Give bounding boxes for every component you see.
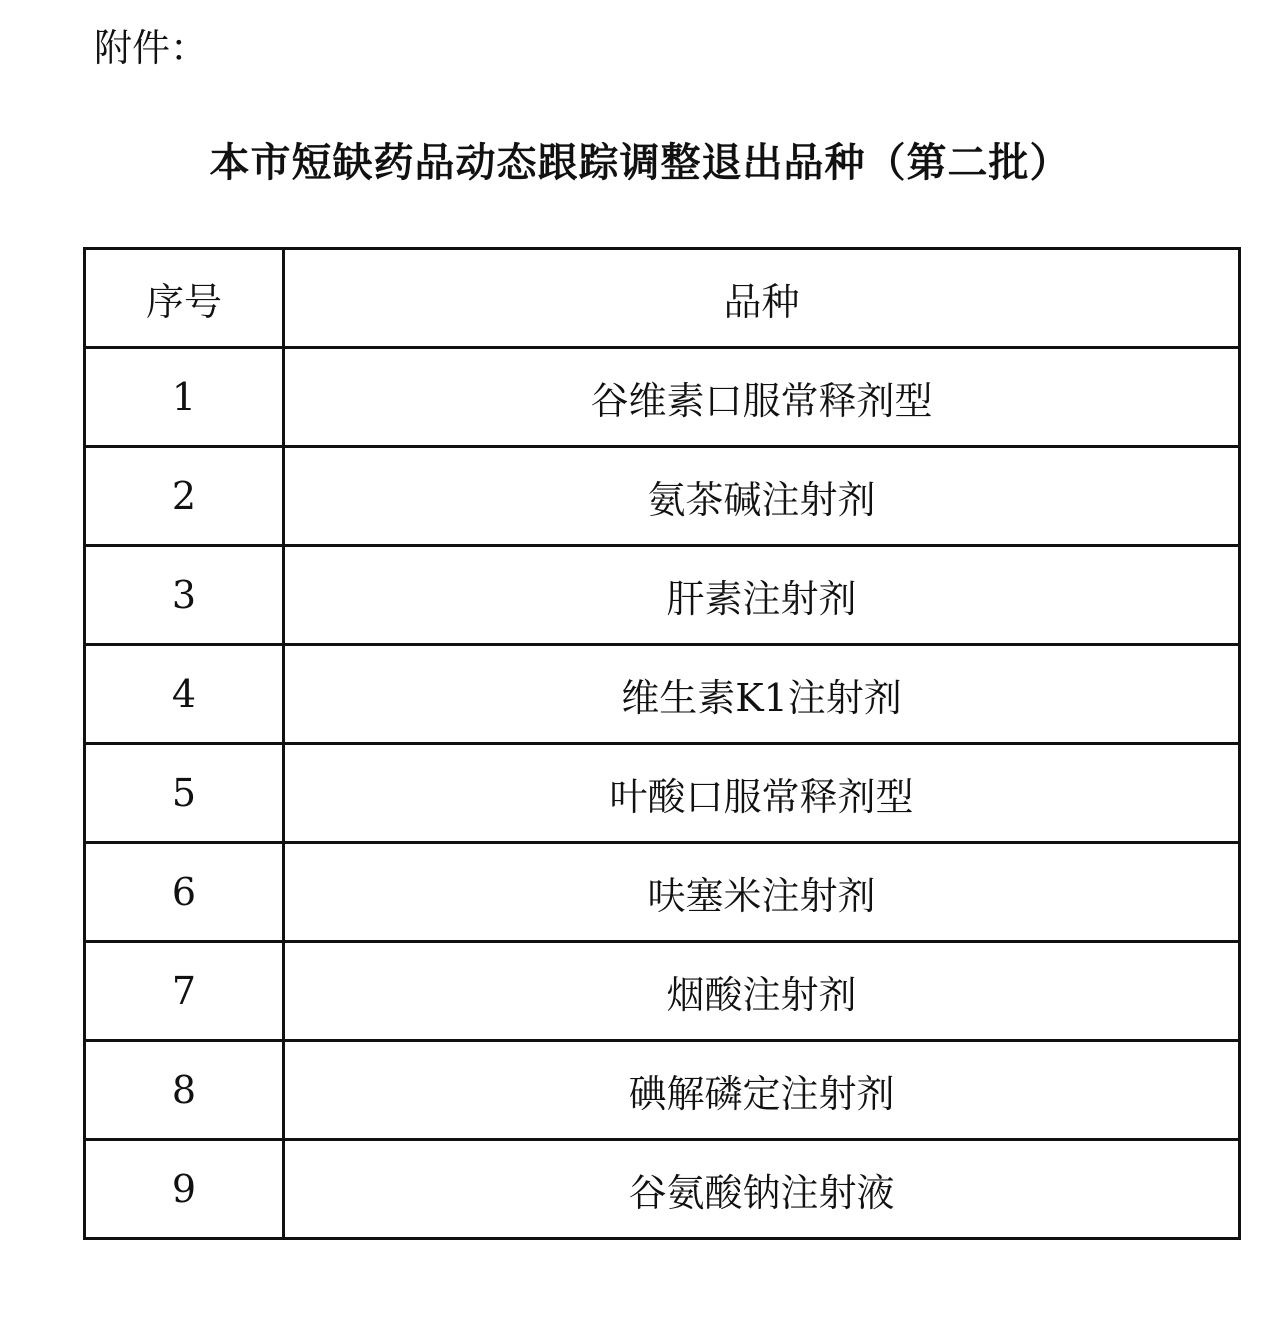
- row-drug-name: 谷氨酸钠注射液: [284, 1140, 1240, 1239]
- row-number: 5: [85, 744, 284, 843]
- table-row: [85, 546, 1240, 645]
- row-number: 8: [85, 1041, 284, 1140]
- row-number: 9: [85, 1140, 284, 1239]
- table-row: [85, 744, 1240, 843]
- row-drug-name: 维生素K1注射剂: [284, 645, 1240, 744]
- row-drug-name: 碘解磷定注射剂: [284, 1041, 1240, 1140]
- row-number: 6: [85, 843, 284, 942]
- table-row: [85, 645, 1240, 744]
- withdrawn-drugs-table: [83, 247, 1241, 1240]
- row-number: 4: [85, 645, 284, 744]
- table-row: [85, 447, 1240, 546]
- table-row: [85, 1140, 1240, 1239]
- row-number: 3: [85, 546, 284, 645]
- row-drug-name: 呋塞米注射剂: [284, 843, 1240, 942]
- row-drug-name: 烟酸注射剂: [284, 942, 1240, 1041]
- table-header-row: [85, 249, 1240, 348]
- table-row: [85, 843, 1240, 942]
- row-number: 2: [85, 447, 284, 546]
- document-title: 本市短缺药品动态跟踪调整退出品种（第二批）: [209, 140, 1071, 186]
- header-variety: 品种: [284, 249, 1240, 348]
- row-drug-name: 氨茶碱注射剂: [284, 447, 1240, 546]
- row-number: 1: [85, 348, 284, 447]
- row-drug-name: 叶酸口服常释剂型: [284, 744, 1240, 843]
- row-number: 7: [85, 942, 284, 1041]
- row-drug-name: 谷维素口服常释剂型: [284, 348, 1240, 447]
- table-row: [85, 1041, 1240, 1140]
- header-serial-number: 序号: [85, 249, 284, 348]
- attachment-label: 附件：: [94, 26, 209, 70]
- table-row: [85, 942, 1240, 1041]
- row-drug-name: 肝素注射剂: [284, 546, 1240, 645]
- table-row: [85, 348, 1240, 447]
